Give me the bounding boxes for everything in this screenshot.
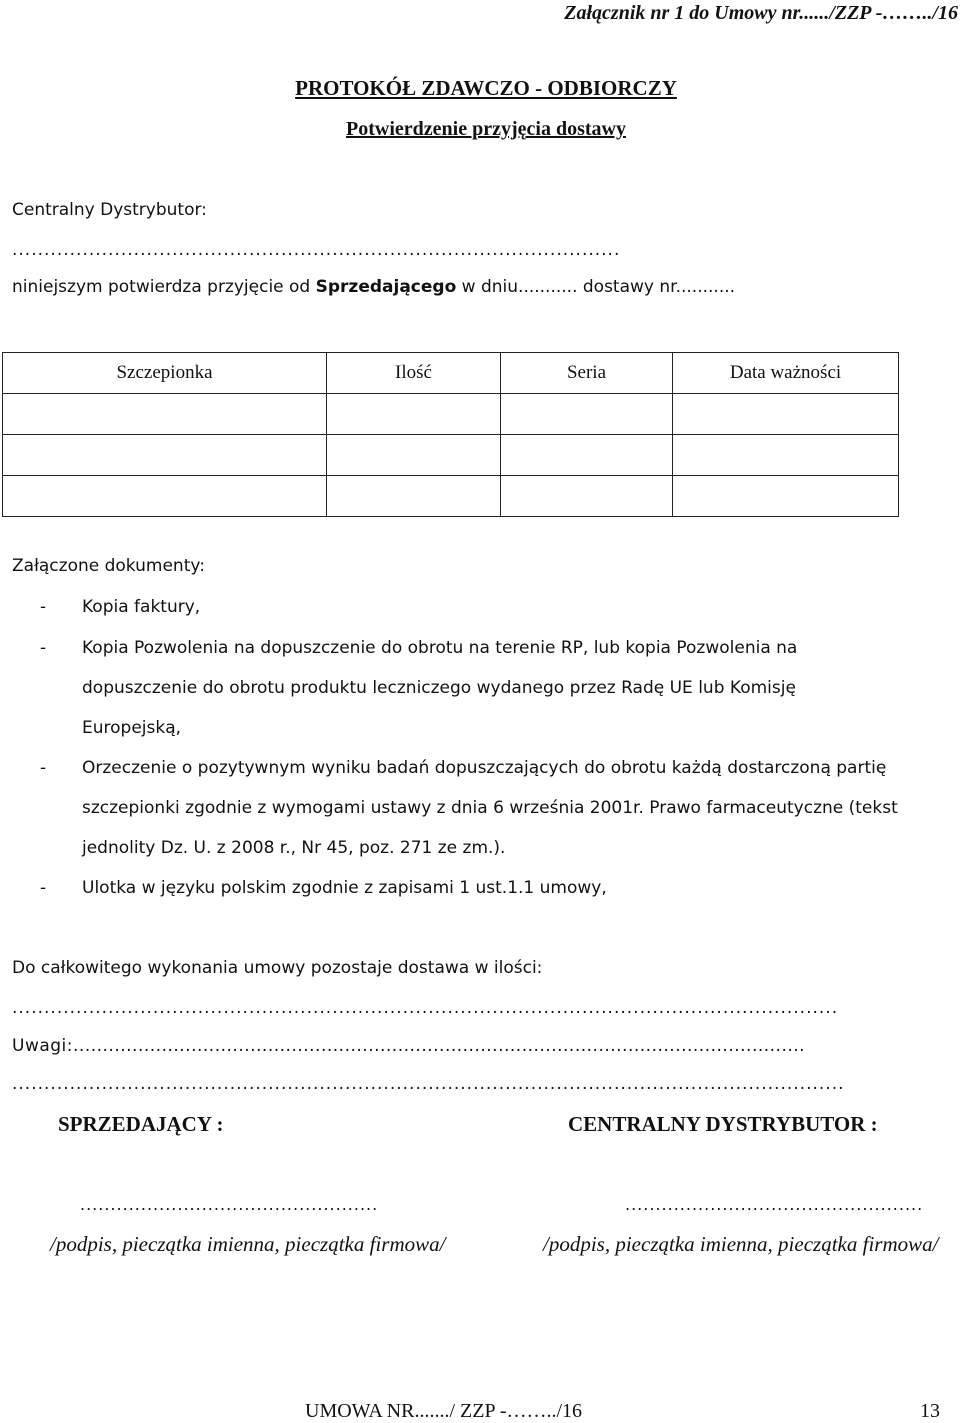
remarks-fill-line: ..................................................................................................................................	[12, 1074, 845, 1094]
list-item-continuation: dopuszczenie do obrotu produktu leczniczego wydanego przez Radę UE lub Komisję	[82, 678, 796, 698]
table-cell[interactable]	[3, 435, 327, 476]
table-cell[interactable]	[501, 435, 673, 476]
confirmation-sentence	[12, 277, 735, 297]
distributor-label: Centralny Dystrybutor:	[12, 200, 207, 220]
footer-contract-number: UMOWA NR......./ ZZP -……../16	[305, 1400, 583, 1422]
table-cell[interactable]	[3, 394, 327, 435]
delivery-table	[2, 352, 899, 517]
confirmation-tail: w dniu........... dostawy nr...........	[456, 277, 736, 297]
page-number: 13	[920, 1400, 940, 1422]
central-signature-caption: /podpis, pieczątka imienna, pieczątka firmowa/	[543, 1232, 939, 1256]
header-vaccine: Szczepionka	[3, 353, 327, 394]
seller-heading: SPRZEDAJĄCY :	[58, 1112, 224, 1136]
list-item-continuation: jednolity Dz. U. z 2008 r., Nr 45, poz. 271 ze zm.).	[82, 838, 506, 858]
header-series: Seria	[501, 353, 673, 394]
table-cell[interactable]	[673, 476, 899, 517]
table-cell[interactable]	[673, 435, 899, 476]
list-item: Kopia Pozwolenia na dopuszczenie do obrotu na terenie RP, lub kopia Pozwolenia na	[82, 638, 798, 658]
document-title: PROTOKÓŁ ZDAWCZO - ODBIORCZY	[295, 76, 677, 100]
table-row	[3, 476, 899, 517]
table-cell[interactable]	[673, 394, 899, 435]
remaining-delivery-label: Do całkowitego wykonania umowy pozostaje dostawa w ilości:	[12, 958, 543, 978]
annex-header: Załącznik nr 1 do Umowy nr....../ZZP -……../16	[564, 2, 958, 24]
attachments-label: Załączone dokumenty:	[12, 556, 205, 576]
central-signature-line: .................................................	[625, 1195, 924, 1214]
header-quantity: Ilość	[327, 353, 501, 394]
table-cell[interactable]	[3, 476, 327, 517]
list-item-continuation: szczepionki zgodnie z wymogami ustawy z dnia 6 września 2001r. Prawo farmaceutyczne (tekst	[82, 798, 898, 818]
remarks-line: Uwagi:............................................................................................................................	[12, 1036, 806, 1056]
table-row	[3, 435, 899, 476]
list-bullet: -	[40, 597, 47, 617]
confirmation-text: niniejszym potwierdza przyjęcie od	[12, 277, 316, 297]
list-item: Ulotka w języku polskim zgodnie z zapisami 1 ust.1.1 umowy,	[82, 878, 607, 898]
list-bullet: -	[40, 878, 47, 898]
table-cell[interactable]	[327, 394, 501, 435]
header-expiry-date: Data ważności	[673, 353, 899, 394]
remaining-fill-line: .................................................................................................................................	[12, 998, 839, 1018]
table-row	[3, 394, 899, 435]
table-cell[interactable]	[327, 476, 501, 517]
list-item: Orzeczenie o pozytywnym wyniku badań dopuszczających do obrotu każdą dostarczoną partię	[82, 758, 887, 778]
table-cell[interactable]	[327, 435, 501, 476]
seller-signature-line: .................................................	[80, 1195, 379, 1214]
distributor-fill-line: ...............................................................................................	[12, 240, 621, 260]
seller-signature-caption: /podpis, pieczątka imienna, pieczątka firmowa/	[50, 1232, 446, 1256]
list-bullet: -	[40, 758, 47, 778]
seller-term: Sprzedającego	[315, 277, 457, 297]
table-cell[interactable]	[501, 394, 673, 435]
document-subtitle: Potwierdzenie przyjęcia dostawy	[346, 118, 626, 140]
list-item: Kopia faktury,	[82, 597, 201, 617]
list-bullet: -	[40, 638, 47, 658]
table-cell[interactable]	[501, 476, 673, 517]
central-distributor-heading: CENTRALNY DYSTRYBUTOR :	[568, 1112, 878, 1136]
list-item-continuation: Europejską,	[82, 718, 182, 738]
table-header-row	[3, 353, 899, 394]
